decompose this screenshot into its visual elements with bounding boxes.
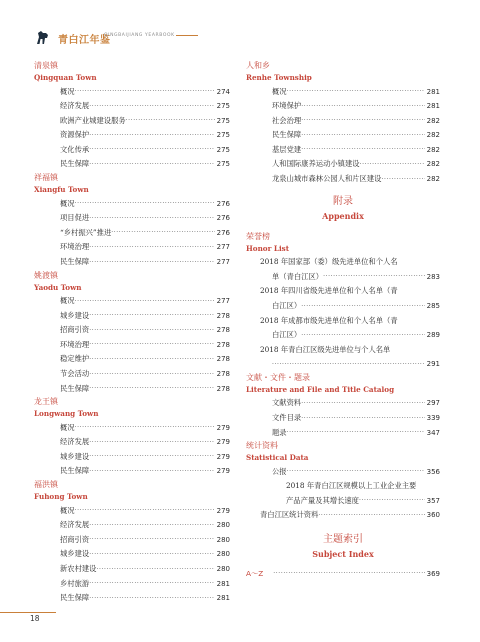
entry-page: 285 bbox=[426, 301, 440, 310]
entry-title: 产品产量及其增长速度 bbox=[286, 495, 359, 505]
entry-page: 274 bbox=[216, 87, 230, 96]
entry-page: 276 bbox=[216, 214, 230, 223]
toc-entry[interactable] bbox=[246, 270, 440, 285]
entry-page: 276 bbox=[216, 199, 230, 208]
dot-leader bbox=[75, 85, 215, 99]
entry-title: 环境保护 bbox=[272, 101, 302, 111]
entry-page: 281 bbox=[216, 579, 230, 588]
entry-page: 282 bbox=[426, 160, 440, 169]
section-title-cn: 福洪镇 bbox=[34, 480, 58, 490]
toc-entry-a-z[interactable] bbox=[246, 567, 440, 581]
dot-leader bbox=[360, 158, 425, 172]
entry-title: 招商引资 bbox=[60, 534, 90, 544]
dot-leader bbox=[301, 100, 424, 114]
dot-leader bbox=[89, 324, 214, 338]
toc-entry[interactable] bbox=[34, 591, 230, 606]
dot-leader bbox=[126, 114, 215, 128]
entry-page: 278 bbox=[216, 370, 230, 378]
section-title-cn: 龙王镇 bbox=[34, 397, 58, 407]
entry-title: 环境治理 bbox=[60, 242, 90, 252]
yearbook-horse-logo-icon bbox=[34, 28, 52, 46]
footer-divider bbox=[0, 612, 56, 613]
dot-leader bbox=[89, 592, 214, 606]
entry-title: 民生保障 bbox=[60, 593, 90, 603]
section-title-cn: 统计资料 bbox=[246, 441, 278, 451]
section-title-en: Xiangfu Town bbox=[34, 185, 89, 195]
toc-entry[interactable] bbox=[34, 309, 230, 324]
entry-page: 289 bbox=[426, 331, 440, 340]
entry-title: 城乡建设 bbox=[60, 549, 90, 559]
toc-entry[interactable] bbox=[34, 518, 230, 533]
toc-entry[interactable] bbox=[34, 435, 230, 450]
toc-entry[interactable] bbox=[34, 197, 230, 212]
page-number: 18 bbox=[30, 614, 40, 623]
entry-title: 概况 bbox=[272, 86, 287, 96]
dot-leader bbox=[89, 158, 214, 172]
toc-entry[interactable] bbox=[34, 323, 230, 338]
entry-title: A～Z bbox=[246, 569, 264, 579]
section-title-en: Yaodu Town bbox=[34, 282, 82, 292]
dot-leader bbox=[89, 338, 214, 352]
entry-page: 369 bbox=[426, 570, 440, 579]
dot-leader bbox=[301, 114, 424, 128]
dot-leader bbox=[89, 309, 214, 323]
entry-title: 欧洲产业城建设服务 bbox=[60, 115, 126, 125]
entry-title: 白江区） bbox=[272, 300, 302, 310]
entry-page: 278 bbox=[216, 384, 230, 393]
dot-leader bbox=[75, 504, 215, 518]
toc-entry[interactable] bbox=[246, 143, 440, 158]
toc-entry[interactable] bbox=[246, 396, 440, 411]
entry-page: 282 bbox=[426, 175, 440, 184]
entry-page: 275 bbox=[216, 160, 230, 169]
toc-entry[interactable] bbox=[34, 157, 230, 172]
dot-leader bbox=[287, 85, 425, 99]
toc-entry[interactable] bbox=[34, 128, 230, 143]
entry-title: 人和国际康养运动小镇建设 bbox=[272, 159, 360, 169]
entry-title: 稳定维护 bbox=[60, 354, 90, 364]
dot-leader bbox=[301, 329, 424, 343]
toc-entry[interactable] bbox=[34, 99, 230, 114]
dot-leader bbox=[89, 212, 214, 226]
entry-title: 民生保障 bbox=[60, 383, 90, 393]
entry-page: 282 bbox=[426, 131, 440, 140]
dot-leader bbox=[273, 567, 424, 581]
entry-page: 297 bbox=[426, 399, 440, 408]
entry-title: 环境治理 bbox=[60, 339, 90, 349]
dot-leader bbox=[301, 143, 424, 157]
section-title-cn: 文献・文件・题录 bbox=[246, 372, 310, 382]
entry-title: 单（青白江区） bbox=[272, 271, 324, 281]
dot-leader bbox=[96, 563, 214, 577]
toc-entry[interactable] bbox=[246, 508, 440, 523]
toc-entry-line[interactable]: 2018 年青白江区级先进单位与个人名单 bbox=[260, 344, 391, 354]
entry-title: 文件目录 bbox=[272, 413, 302, 422]
toc-entry[interactable] bbox=[246, 494, 440, 509]
entry-title: 社会治理 bbox=[272, 115, 302, 125]
entry-title: 基层党建 bbox=[272, 144, 302, 154]
toc-entry[interactable] bbox=[34, 367, 230, 382]
toc-entry[interactable] bbox=[246, 411, 440, 426]
section-title-cn: 姚渡镇 bbox=[34, 270, 58, 280]
entry-title: 招商引资 bbox=[60, 325, 90, 335]
entry-title: 概况 bbox=[60, 86, 75, 96]
dot-leader bbox=[89, 577, 214, 591]
entry-page: 347 bbox=[426, 428, 440, 437]
entry-page: 280 bbox=[216, 535, 230, 544]
entry-title: 题录 bbox=[272, 427, 287, 437]
dot-leader bbox=[89, 100, 214, 114]
dot-leader bbox=[75, 421, 215, 435]
entry-title: “乡村振兴”推进 bbox=[60, 227, 112, 237]
section-title-cn: 荣誉榜 bbox=[246, 231, 270, 241]
toc-entry[interactable] bbox=[34, 240, 230, 255]
entry-page: 280 bbox=[216, 550, 230, 559]
toc-entry[interactable] bbox=[34, 533, 230, 548]
appendix-title-en: Appendix bbox=[322, 210, 364, 221]
yearbook-subtitle: QINGBAIJIANG YEARBOOK bbox=[104, 33, 175, 38]
toc-entry[interactable] bbox=[34, 85, 230, 100]
entry-title: 民生保障 bbox=[60, 256, 90, 266]
entry-page: 278 bbox=[216, 340, 230, 349]
dot-leader bbox=[89, 548, 214, 562]
entry-title: 城乡建设 bbox=[60, 310, 90, 320]
entry-page: 279 bbox=[216, 506, 230, 515]
toc-entry[interactable] bbox=[34, 382, 230, 397]
entry-page: 282 bbox=[426, 116, 440, 125]
entry-title: 民生保障 bbox=[60, 466, 90, 476]
entry-page: 275 bbox=[216, 145, 230, 154]
dot-leader bbox=[323, 270, 425, 284]
entry-page: 280 bbox=[216, 521, 230, 530]
toc-entry[interactable] bbox=[34, 421, 230, 436]
dot-leader bbox=[89, 519, 214, 533]
entry-title: 概况 bbox=[60, 198, 75, 208]
yearbook-title: 青白江年鉴 bbox=[58, 35, 111, 46]
subject-index-title-en: Subject Index bbox=[312, 549, 374, 560]
section-title-cn: 清泉镇 bbox=[34, 61, 58, 70]
toc-entry[interactable] bbox=[246, 114, 440, 129]
entry-title: 经济发展 bbox=[60, 437, 90, 447]
entry-page: 278 bbox=[216, 311, 230, 320]
dot-leader bbox=[301, 300, 424, 314]
entry-page: 279 bbox=[216, 423, 230, 432]
entry-page: 279 bbox=[216, 438, 230, 447]
dot-leader bbox=[89, 368, 214, 382]
subject-index-title-cn: 主题索引 bbox=[323, 534, 363, 546]
entry-page: 282 bbox=[426, 145, 440, 154]
entry-page: 291 bbox=[426, 360, 440, 369]
entry-page: 339 bbox=[426, 414, 440, 422]
toc-entry-line[interactable] bbox=[246, 479, 440, 494]
entry-page: 278 bbox=[216, 355, 230, 364]
section-title-cn: 人和乡 bbox=[246, 61, 270, 70]
toc-entry[interactable] bbox=[34, 352, 230, 367]
entry-page: 277 bbox=[216, 243, 230, 252]
entry-title: 文献资料 bbox=[272, 398, 302, 408]
toc-entry[interactable] bbox=[246, 299, 440, 314]
dot-leader bbox=[89, 436, 214, 450]
dot-leader bbox=[89, 241, 214, 255]
section-title-cn: 祥福镇 bbox=[34, 173, 58, 183]
dot-leader bbox=[89, 382, 214, 396]
dot-leader bbox=[381, 173, 424, 187]
entry-title: 城乡建设 bbox=[60, 451, 90, 461]
entry-page: 279 bbox=[216, 452, 230, 461]
toc-entry[interactable] bbox=[34, 114, 230, 129]
dot-leader bbox=[318, 509, 424, 523]
entry-title: 节会活动 bbox=[60, 369, 90, 378]
entry-page: 276 bbox=[216, 228, 230, 237]
toc-entry[interactable] bbox=[246, 128, 440, 143]
entry-page: 283 bbox=[426, 272, 440, 281]
toc-entry[interactable] bbox=[246, 157, 440, 172]
entry-page: 277 bbox=[216, 297, 230, 306]
entry-title: 资源保护 bbox=[60, 130, 90, 140]
dot-leader bbox=[272, 358, 425, 372]
toc-entry[interactable] bbox=[246, 426, 440, 441]
entry-page: 281 bbox=[216, 594, 230, 603]
dot-leader bbox=[89, 353, 214, 367]
entry-title: 项目促进 bbox=[60, 213, 90, 223]
entry-title: 民生保障 bbox=[272, 130, 302, 140]
toc-entry[interactable] bbox=[34, 338, 230, 353]
entry-page: 357 bbox=[426, 496, 440, 505]
dot-leader bbox=[75, 295, 215, 309]
entry-page: 275 bbox=[216, 131, 230, 140]
entry-page: 278 bbox=[216, 326, 230, 335]
dot-leader bbox=[89, 129, 214, 143]
toc-entry-line[interactable]: 2018 年成都市级先进单位和个人名单（青 bbox=[260, 315, 398, 325]
dot-leader bbox=[287, 465, 425, 479]
dot-leader bbox=[89, 465, 214, 479]
entry-page: 281 bbox=[426, 102, 440, 111]
entry-title: 文化传承 bbox=[60, 144, 90, 154]
toc-entry[interactable] bbox=[34, 226, 230, 241]
entry-title: 概况 bbox=[60, 422, 75, 432]
section-title-en: Literature and File and Title Catalog bbox=[246, 384, 395, 394]
entry-page: 279 bbox=[216, 467, 230, 476]
toc-entry[interactable] bbox=[34, 211, 230, 226]
section-title-en: Renhe Township bbox=[246, 73, 312, 82]
appendix-title-cn: 附录 bbox=[333, 195, 353, 207]
section-title-en: Longwang Town bbox=[34, 409, 99, 419]
dot-leader bbox=[111, 226, 214, 240]
toc-entry[interactable] bbox=[34, 504, 230, 519]
section-title-en: Qingquan Town bbox=[34, 73, 97, 82]
dot-leader bbox=[75, 197, 215, 211]
entry-title: 2018 年青白江区规模以上工业企业主要 bbox=[286, 481, 417, 491]
entry-page: 280 bbox=[216, 564, 230, 573]
toc-entry[interactable] bbox=[246, 85, 440, 100]
dot-leader bbox=[301, 412, 424, 426]
dot-leader bbox=[89, 256, 214, 270]
section-title-en: Honor List bbox=[246, 243, 290, 253]
toc-entry[interactable] bbox=[34, 562, 230, 577]
toc-entry[interactable] bbox=[34, 450, 230, 465]
dot-leader bbox=[359, 494, 425, 508]
entry-page: 277 bbox=[216, 257, 230, 266]
dot-leader bbox=[89, 450, 214, 464]
entry-title: 经济发展 bbox=[60, 520, 90, 530]
dot-leader bbox=[301, 129, 424, 143]
toc-entry[interactable] bbox=[246, 357, 440, 372]
entry-title: 乡村旅游 bbox=[60, 578, 90, 588]
entry-title: 概况 bbox=[60, 296, 75, 306]
toc-entry-line[interactable]: 2018 年四川省级先进单位和个人名单（青 bbox=[260, 286, 398, 296]
dot-leader bbox=[287, 426, 425, 440]
toc-entry[interactable] bbox=[246, 328, 440, 343]
entry-page: 360 bbox=[426, 511, 440, 520]
entry-title: 龙泉山城市森林公园人和片区建设 bbox=[272, 174, 382, 184]
toc-entry[interactable] bbox=[246, 465, 440, 480]
dot-leader bbox=[89, 143, 214, 157]
dot-leader bbox=[89, 533, 214, 547]
entry-page: 281 bbox=[426, 87, 440, 96]
entry-title: 概况 bbox=[60, 505, 75, 515]
toc-left-column bbox=[34, 60, 230, 606]
entry-title: 经济发展 bbox=[60, 101, 90, 111]
dot-leader bbox=[301, 397, 424, 411]
section-title-en: Fuhong Town bbox=[34, 492, 88, 502]
entry-title: 新农村建设 bbox=[60, 563, 97, 573]
toc-entry[interactable] bbox=[34, 255, 230, 270]
toc-entry-line[interactable]: 2018 年国家部（委）级先进单位和个人名 bbox=[260, 257, 398, 267]
toc-entry[interactable] bbox=[34, 464, 230, 479]
toc-entry[interactable] bbox=[34, 294, 230, 309]
toc-entry[interactable] bbox=[34, 547, 230, 562]
section-title-en: Statistical Data bbox=[246, 453, 309, 463]
toc-entry[interactable] bbox=[34, 577, 230, 592]
toc-entry[interactable] bbox=[246, 172, 440, 187]
toc-entry[interactable] bbox=[246, 99, 440, 114]
entry-page: 275 bbox=[216, 102, 230, 111]
entry-title: 白江区） bbox=[272, 330, 302, 340]
page-header bbox=[0, 0, 480, 52]
entry-title: 民生保障 bbox=[60, 159, 90, 169]
header-divider bbox=[176, 35, 198, 36]
entry-title: 青白江区统计资料 bbox=[260, 510, 319, 520]
toc-right-column bbox=[246, 60, 440, 581]
toc-entry[interactable] bbox=[34, 143, 230, 158]
entry-title: 公报 bbox=[272, 466, 287, 476]
entry-page: 356 bbox=[426, 467, 440, 476]
entry-page: 275 bbox=[216, 116, 230, 125]
